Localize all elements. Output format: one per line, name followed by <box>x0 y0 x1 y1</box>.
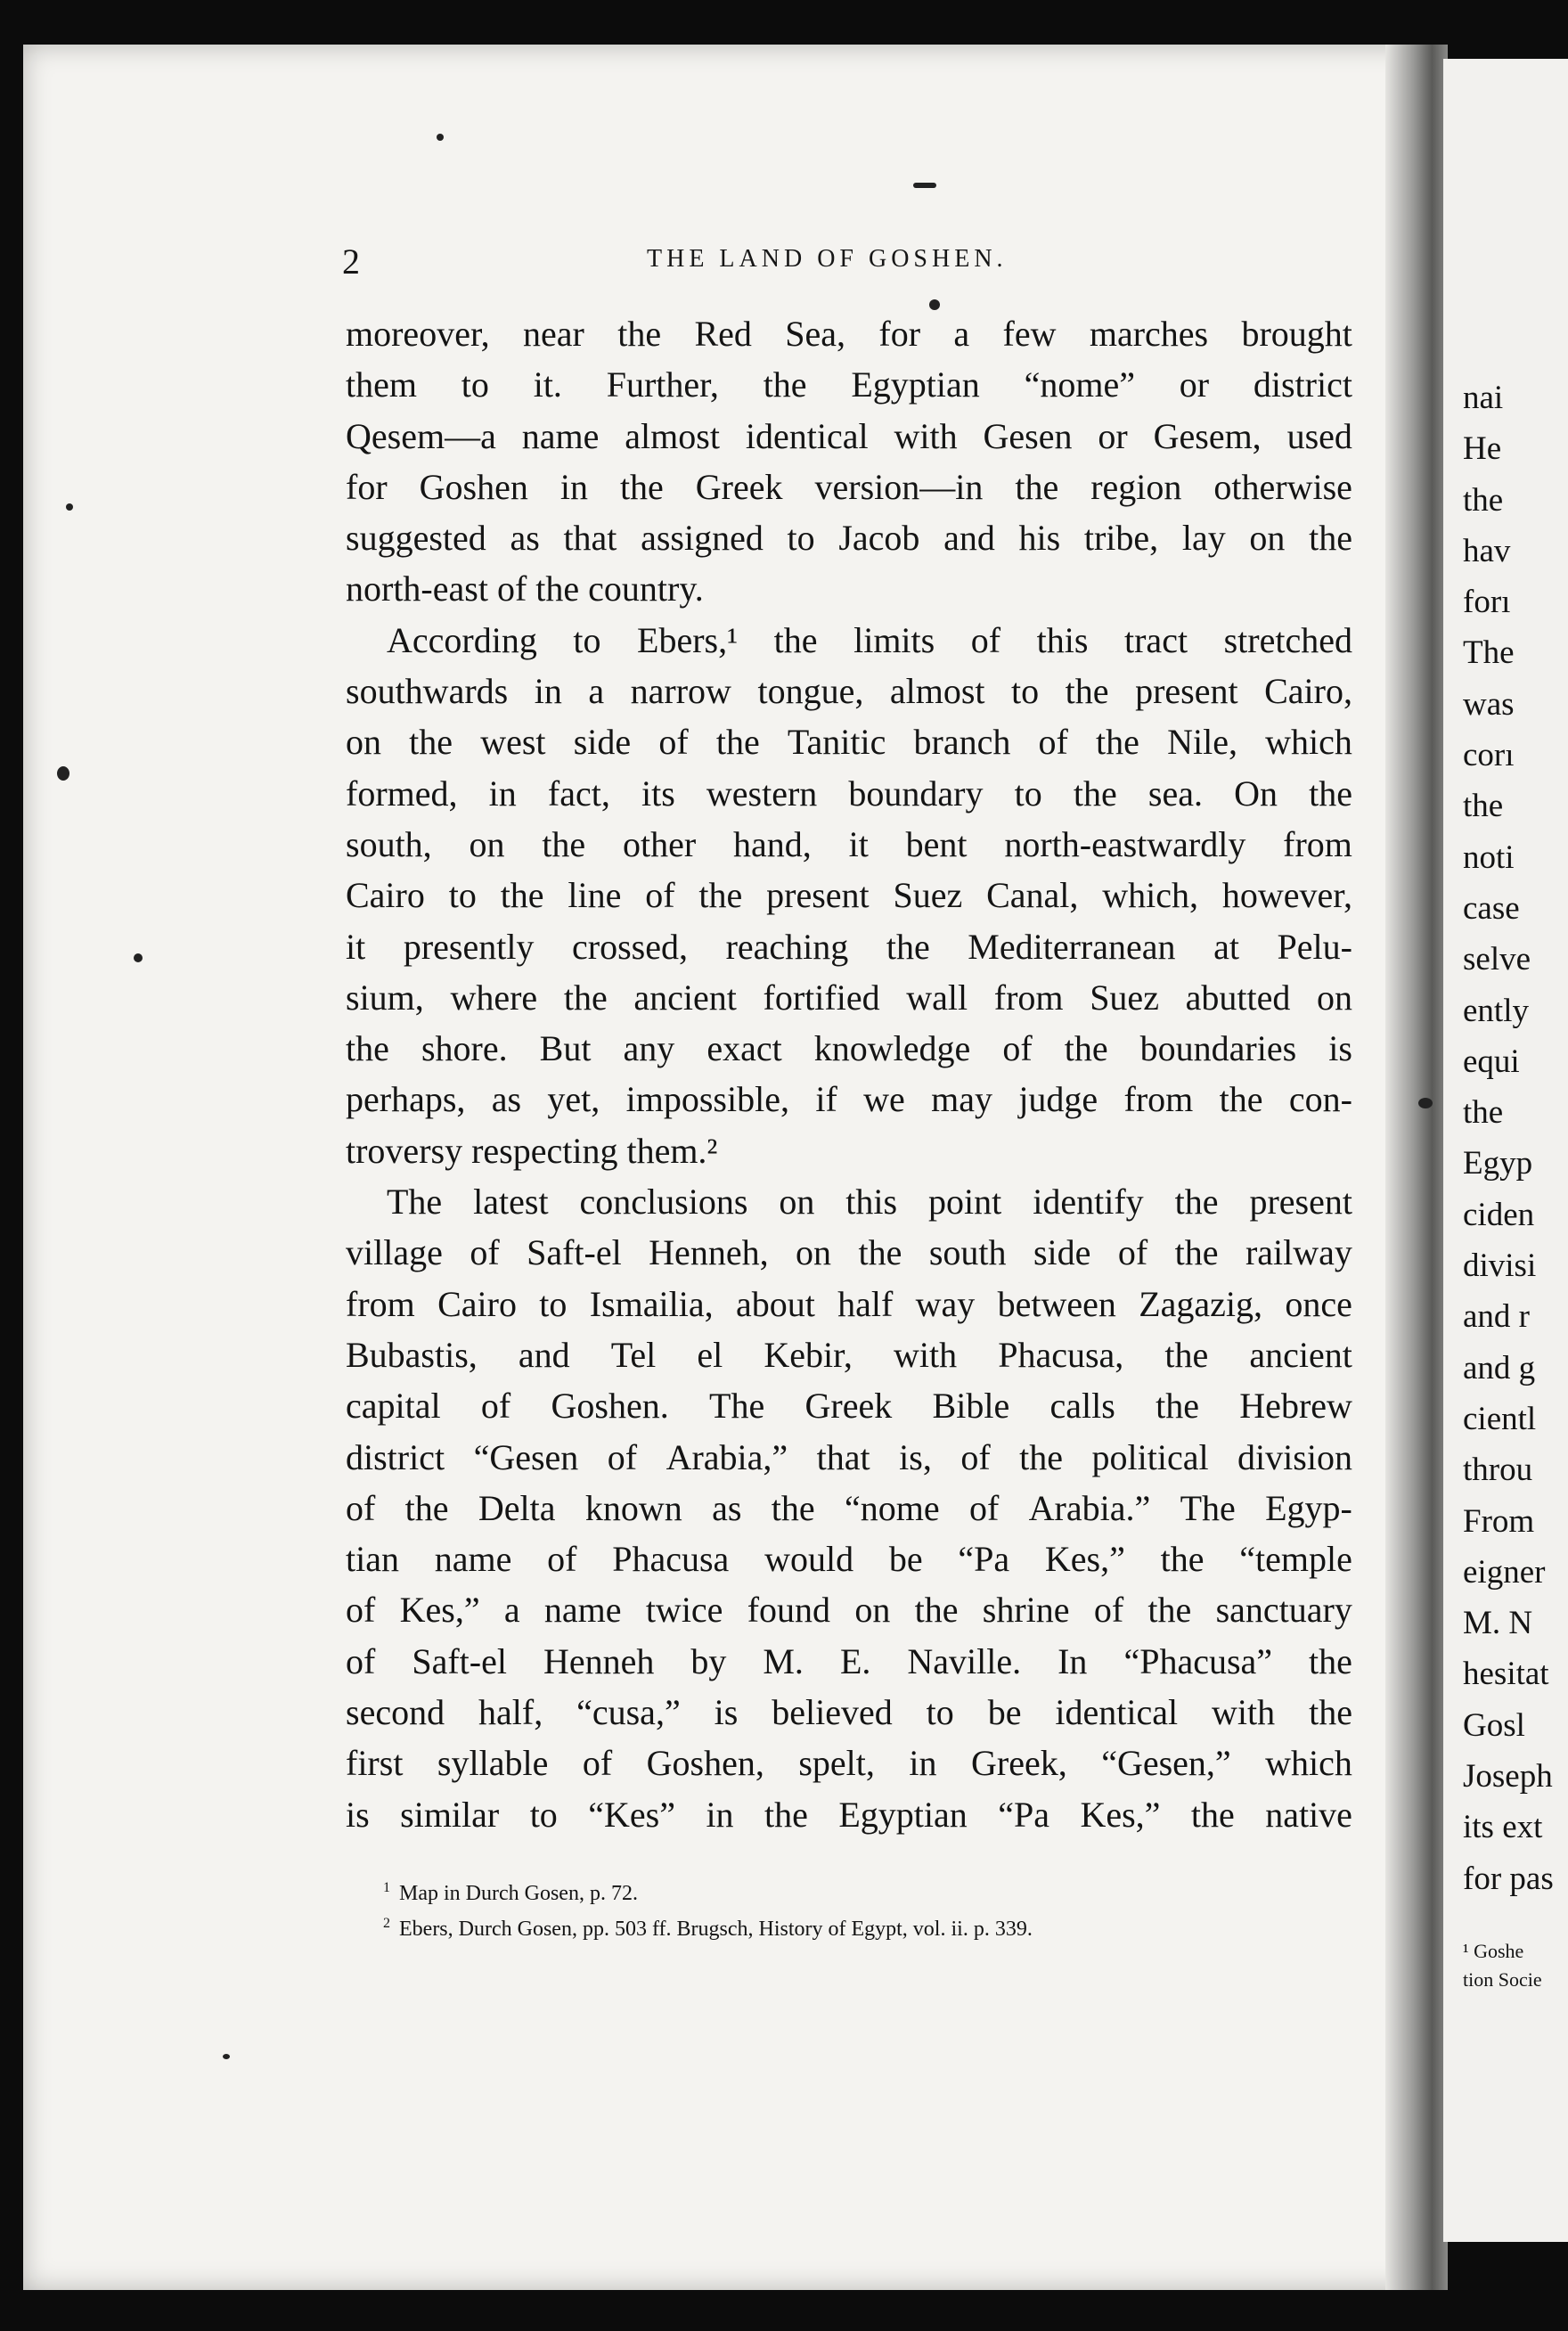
facing-text-line: He <box>1463 430 1502 468</box>
text-line: Cairo to the line of the present Suez Canal, which, however, <box>346 875 1352 916</box>
text-line-content: north-east of the country. <box>346 568 704 609</box>
text-line: perhaps, as yet, impossible, if we may judge from the con- <box>346 1079 1352 1120</box>
page-gutter-shadow <box>1385 45 1448 2290</box>
facing-text-line: corı <box>1463 737 1515 774</box>
text-line: tian name of Phacusa would be “Pa Kes,” the “temple <box>346 1539 1352 1580</box>
text-line: southwards in a narrow tongue, almost to the present Cairo, <box>346 671 1352 712</box>
facing-text-line: hesitat <box>1463 1656 1549 1693</box>
facing-text-line: nai <box>1463 380 1504 416</box>
text-line: Bubastis, and Tel el Kebir, with Phacusa, the ancient <box>346 1334 1352 1375</box>
facing-text-line: and r <box>1463 1298 1530 1336</box>
scan-speck <box>437 134 444 141</box>
scan-speck <box>1418 1098 1433 1108</box>
facing-footnote-line: tion Socie <box>1463 1968 1542 1991</box>
scan-speck <box>223 2054 230 2059</box>
text-line: suggested as that assigned to Jacob and his tribe, lay on the <box>346 518 1352 559</box>
text-line: it presently crossed, reaching the Mediterranean at Pelu- <box>346 926 1352 967</box>
text-line: formed, in fact, its western boundary to the sea. On the <box>346 773 1352 814</box>
text-line: village of Saft-el Henneh, on the south side of the railway <box>346 1232 1352 1273</box>
scan-speck <box>134 953 143 962</box>
text-line <box>346 563 1352 614</box>
text-line: The latest conclusions on this point identify the present <box>387 1182 1352 1223</box>
footnote-mark: 2 <box>383 1916 390 1931</box>
scan-speck <box>913 183 936 188</box>
text-line: of Kes,” a name twice found on the shrine of the sanctuary <box>346 1590 1352 1631</box>
page-number: 2 <box>342 241 360 282</box>
footnote <box>383 1909 1354 1944</box>
facing-text-line: M. N <box>1463 1605 1533 1642</box>
footnotes <box>383 1873 1354 1944</box>
facing-text-line: the <box>1463 788 1504 825</box>
facing-text-line: cientl <box>1463 1400 1537 1437</box>
text-line: for Goshen in the Greek version—in the region otherwise <box>346 466 1352 507</box>
scan-speck <box>66 503 73 511</box>
facing-text-line: case <box>1463 889 1520 927</box>
facing-text-line: forı <box>1463 584 1511 621</box>
facing-text-line: its ext <box>1463 1809 1543 1846</box>
right-page-fragment <box>1443 59 1568 2242</box>
facing-text-line: From <box>1463 1502 1535 1540</box>
footnote <box>383 1873 1354 1909</box>
text-line: moreover, near the Red Sea, for a few marches brought <box>346 314 1352 354</box>
running-title: THE LAND OF GOSHEN. <box>647 245 1008 273</box>
facing-text-line: throu <box>1463 1452 1533 1489</box>
text-line: them to it. Further, the Egyptian “nome” or district <box>346 364 1352 405</box>
text-line: district “Gesen of Arabia,” that is, of the political division <box>346 1436 1352 1477</box>
facing-text-line: divisi <box>1463 1247 1537 1285</box>
facing-text-line: eigner <box>1463 1553 1546 1591</box>
facing-text-line: Gosl <box>1463 1706 1525 1744</box>
text-line: of the Delta known as the “nome of Arabia.” The Egyp- <box>346 1487 1352 1528</box>
facing-text-line: and g <box>1463 1349 1536 1386</box>
text-line: south, on the other hand, it bent north-eastwardly from <box>346 823 1352 864</box>
facing-text-line: selve <box>1463 941 1531 978</box>
text-line: Qesem—a name almost identical with Gesen or Gesem, used <box>346 415 1352 456</box>
footnote-text: Map in Durch Gosen, p. 72. <box>399 1882 638 1905</box>
facing-footnote-line: ¹ Goshe <box>1463 1940 1524 1962</box>
text-line: first syllable of Goshen, spelt, in Greek, “Gesen,” which <box>346 1743 1352 1784</box>
text-line: capital of Goshen. The Greek Bible calls the Hebrew <box>346 1386 1352 1427</box>
facing-text-line: the <box>1463 1094 1504 1132</box>
text-line: the shore. But any exact knowledge of the boundaries is <box>346 1028 1352 1069</box>
facing-text-line: for pas <box>1463 1860 1554 1897</box>
right-page-footnotes <box>1463 1937 1542 1994</box>
footnote-text: Ebers, Durch Gosen, pp. 503 ff. Brugsch, History of Egypt, vol. ii. p. 339. <box>399 1918 1033 1941</box>
facing-text-line: ently <box>1463 992 1529 1029</box>
right-page-text <box>1463 372 1554 1904</box>
text-line: second half, “cusa,” is believed to be identical with the <box>346 1692 1352 1733</box>
facing-text-line: Egyp <box>1463 1145 1533 1182</box>
text-line: on the west side of the Tanitic branch of the Nile, which <box>346 722 1352 763</box>
text-line-content: troversy respecting them.² <box>346 1130 718 1171</box>
text-line: is similar to “Kes” in the Egyptian “Pa Kes,” the native <box>346 1794 1352 1835</box>
text-line: sium, where the ancient fortified wall from Suez abutted on <box>346 977 1352 1018</box>
scan-speck <box>929 299 940 310</box>
facing-text-line: The <box>1463 634 1515 672</box>
text-line: from Cairo to Ismailia, about half way between Zagazig, once <box>346 1283 1352 1324</box>
facing-text-line: Joseph <box>1463 1758 1553 1795</box>
text-line: According to Ebers,¹ the limits of this tract stretched <box>387 619 1352 660</box>
facing-text-line: ciden <box>1463 1196 1535 1233</box>
text-line: of Saft-el Henneh by M. E. Naville. In “Phacusa” the <box>346 1640 1352 1681</box>
facing-text-line: was <box>1463 685 1515 723</box>
footnote-mark: 1 <box>383 1880 390 1895</box>
facing-text-line: the <box>1463 481 1504 519</box>
text-line <box>346 1125 1352 1176</box>
facing-text-line: noti <box>1463 838 1515 876</box>
body-text <box>346 308 1352 1840</box>
facing-text-line: equi <box>1463 1043 1520 1080</box>
scan-speck <box>57 766 69 781</box>
facing-text-line: hav <box>1463 532 1511 569</box>
